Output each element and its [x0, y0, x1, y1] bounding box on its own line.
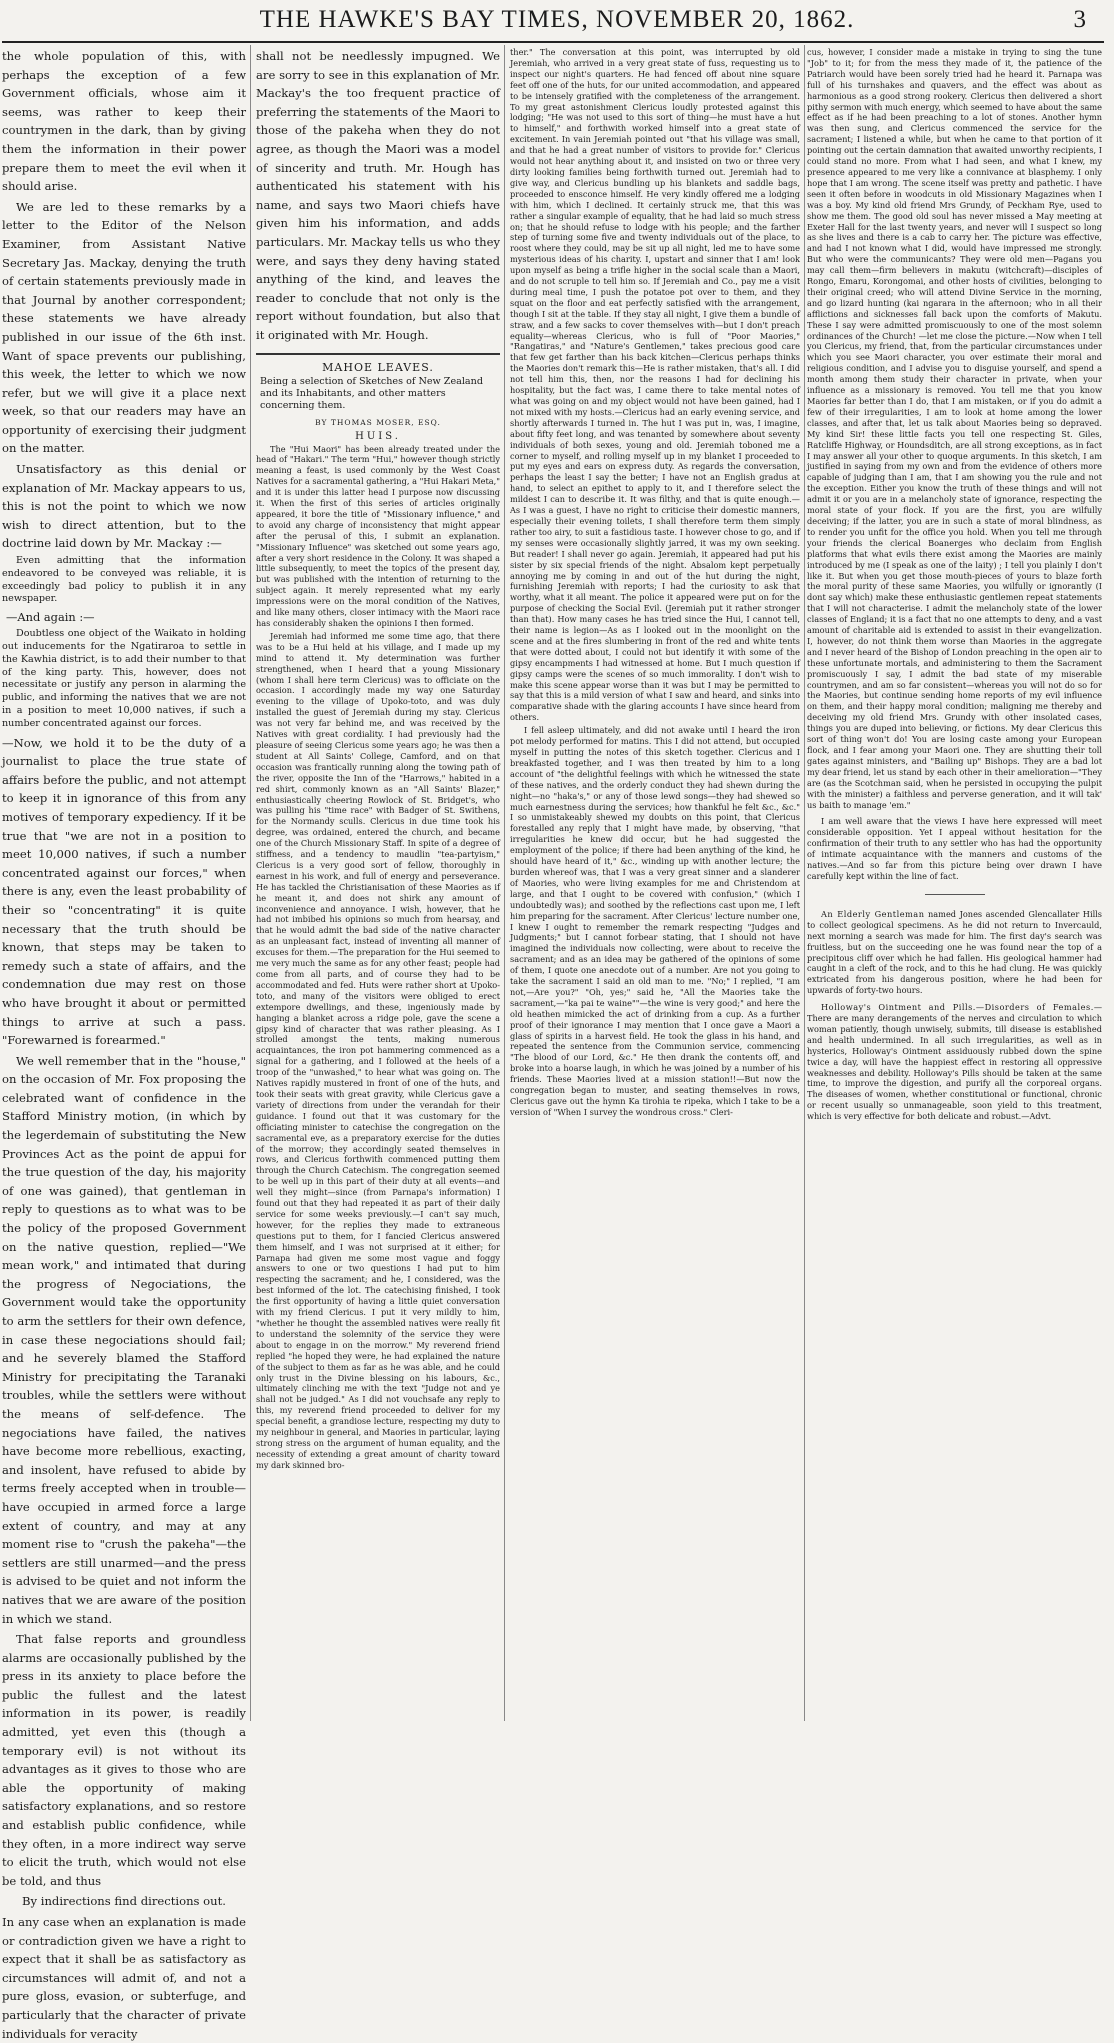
chapter-heading: HUIS.	[355, 430, 401, 442]
section-subtitle: Being a selection of Sketches of New Zealand and its Inhabitants, and other matters concerning them.	[260, 375, 483, 411]
column-4	[807, 47, 1102, 1719]
short-divider	[925, 894, 985, 895]
paragraph: We well remember that in the "house," on the occasion of Mr. Fox proposing the celebrated want of confidence in the Stafford Ministry motion, (in which by the legerdemain of substituting the New Provinces Act as the point de appui for the true question of the day, his majority of one was gained), that gentleman in reply to questions as to what was to be the policy of the proposed Government on the native question, replied—"We mean work," and intimated that during the progress of Negociations, the Government would take the opportunity to arm the settlers for their own defence, in case these negociations should fail; and he severely blamed the Stafford Ministry for precipitating the Taranaki troubles, while the settlers were without the means of self-defence. The negociations have failed, the natives have become more rebellious, exacting, and insolent, have refused to abide by terms freely accepted when in trouble—have occupied in armed force a large extent of country, and may at any moment rise to "crush the pakeha"—the settlers are still unarmed—and the press is advised to be quiet and not inform the natives that we are aware of the position in which we stand.	[2, 1053, 246, 1626]
column-divider	[504, 45, 505, 1721]
paragraph: the whole population of this, with perhaps the exception of a few Government officials, whose aim it seems, was rather to keep their countrymen in the dark, than by giving them the information in their power prepare them to meet the evil when it should arise.	[2, 49, 246, 194]
paragraph: That false reports and groundless alarms are occasionally published by the press in its anxiety to place before the public the fullest and the latest information in its power, is readily admitted, yet even this (though a temporary evil) is not without its advantages as it gives to those who are able the opportunity of making satisfactory explanations, and so restore and establish public confidence, while they often, in a more indirect way serve to elicit the truth, which would not else be told, and thus	[2, 1632, 246, 1888]
column-3	[510, 47, 800, 1719]
paragraph: Jeremiah had informed me some time ago, that there was to be a Hui held at his village, and I made up my mind to attend it. My determination was further strengthened, when I heard that a young Missionary (whom I shall here term Clericus) was to officiate on the occasion. I accordingly made my way one Saturday evening to the village of Upoko-toto, and was duly installed the guest of Jeremiah during my stay. Clericus was not very far behind me, and was received by the Natives with great cordiality. I had previously had the pleasure of seeing Clericus some years ago; he was then a student at All Saints' College, Camford, and on that occasion was frantically running along the towing path of the river, opposite the Inn of the "Harrows," habited in a red shirt, commonly known as an "All Saints' Blazer," enthusiastically cheering Rowlock of St. Bridget's, who was pulling his "time race" with Badger of St. Swithens, for the Normandy sculls. Clericus in due time took his degree, was ordained, entered the church, and became one of the Church Missionary Staff. In spite of a degree of stiffness, and a tendency to maudlin "tea-partyism," Clericus is a very good sort of fellow, thoroughly in earnest in his work, and full of energy and perseverance. He has tackled the Christianisation of these Maories as if he meant it, and does not shirk any amount of inconvenience and annoyance. I wish, however, that he had not imbibed his opinions so much from hearsay, and that he would admit the bad side of the native character as an unpleasant fact, instead of inventing all manner of excuses for them.—The preparation for the Hui seemed to me very much the same as for any other feast; people had come from all parts, and of course they had to be accommodated and fed. Huts were rather short at Upoko-toto, and many of the visitors were obliged to erect extempore dwellings, and these, ingeniously made by hanging a blanket across a ridge pole, gave the scene a gipsy kind of character that was rather pleasing. As I strolled amongst the tents, making numerous acquaintances, the iron pot hammering commenced as a signal for a gathering, and I followed at the heels of a troop of the "unwashed," to hear what was going on. The Natives rapidly mustered in front of one of the huts, and took their seats with great gravity, while Clericus gave a variety of directions from under the verandah for their guidance. I found out that it was customary for the officiating minister to catechise the congregation on the sacramental eve, as a preparatory exercise for the duties of the morrow; they accordingly seated themselves in rows, and Clericus forthwith commenced putting them through the Church Catechism. The congregation seemed to be well up in this part of their duty at all events—and well they might—since (from Parnapa's information) I found out that they had repeated it as part of their daily service for some weeks previously.—I can't say much, however, for the replies they made to extraneous questions put to them, for I fancied Clericus answered them himself, and I was not surprised at it either; for Parnapa had given me some most vague and foggy answers to one or two questions I had put to him respecting the sacrament; and he, I considered, was the best informed of the lot. The catechising finished, I took the first opportunity of having a little quiet conversation with my friend Clericus. I put it very mildly to him, "whether he thought the assembled natives were really fit to understand the solemnity of the service they were about to engage in on the morrow." My reverend friend replied "he hoped they were, he had explained the nature of the subject to them as far as he was able, and he could only trust in the Divine blessing on his labours, &c., ultimately clinching me with the text "Judge not and ye shall not be judged." As I did not vouchsafe any reply to this, my reverend friend proceeded to deliver for my special benefit, a grandiose lecture, respecting my duty to my neighbour in general, and Maories in particular, laying strong stress on the argument of human equality, and the necessity of extending a great amount of charity toward my dark skinned bro-	[256, 630, 500, 1470]
paragraph: I am well aware that the views I have here expressed will meet considerable opposition. Yet I appeal without hesitation for the confirmation of their truth to any settler who has had the opportunity of intimate acquaintance with the manners and customs of the natives.—And so far from this picture being over drawn I have carefully kept within the line of fact.	[807, 816, 1102, 881]
news-lead: An Elderly Gentleman	[821, 908, 925, 919]
paragraph: —Now, we hold it to be the duty of a journalist to place the true state of affairs before the public, and not attempt to keep it in ignorance of this from any motives of temporary expediency. If it be true that "we are not in a position to meet 10,000 natives, if such a number concentrated against our forces," when there is any, even the least probability of their so "concentrating" it is quite necessary that the truth should be known, that steps may be taken to remedy such a state of affairs, and the condemnation due may rest on those who have brought it about or permitted things to arrive at such a pass. "Forewarned is forearmed."	[2, 735, 246, 1048]
newspaper-title: THE HAWKE'S BAY TIMES, NOVEMBER 20, 1862.	[259, 6, 855, 33]
paragraph: cus, however, I consider made a mistake in trying to sing the tune "Job" to it; for from the mess they made of it, the patience of the Patriarch would have been sorely tried had he heard it. Parnapa was full of his turnshakes and quavers, and the effect was about as harmonious as a good strong rookery. Clericus then delivered a short pithy sermon with much energy, which seemed to have about the same effect as if he had been preaching to a lot of stones. Another hymn was then sung, and Clericus commenced the service for the sacrament; I listened a while, but when he came to that portion of it pointing out the certain damnation that awaited unworthy recipients, I could stand no more. From what I had seen, and what I knew, my presence appeared to me very like a connivance at blasphemy. I only hope that I am wrong. The scene itself was pretty and pathetic. I have seen it often before in woodcuts in old Missionary Magazines when I was a boy. My kind old friend Mrs Grundy, of Peckham Rye, used to show me them. The good old soul has never missed a May meeting at Exeter Hall for the last twenty years, and never will I suspect so long as she lives and there is a cab to carry her. The picture was effective, and had I not known what I did, would have impressed me strongly. But who were the communicants? They were old men—Pagans you may call them—firm believers in makutu (witchcraft)—disciples of Rongo, Emaru, Korongomai, and other hosts of civilities, belonging to their original creed; who will attend Divine Service in the morning, and go lizard hunting (kai ngarara in the afternoon; who in all their afflictions and sicknesses fall back upon the comforts of Makutu. These I say were admitted promiscuously to one of the most solemn ordinances of the Church! —let me close the picture.—Now when I tell you Clericus, my friend, that, from the particular circumstances under which you see Maori character, you over estimate their moral and religious condition, and I advise you to disguise yourself, and spend a month among them study their character in private, when your influence as a missionary is removed. You tell me that you know Maories far better than I do, that I am mistaken, or if you do admit a few of their irregularities, I am to look at home among the lower classes, and after that, let us talk about Maories being so depraved. My kind Sir! these little facts you tell one respecting St. Giles, Ratcliffe Highway, or Houndsditch, are all strong exceptions, as in fact I may answer all your other to quoque arguments. In this sketch, I am justified in saying from my own and from the evidence of others more capable of judging than I am, that I am showing you the rule and not the exception. Either you know the truth of these things and will not admit it or you are in a melancholy state of ignorance, respecting the moral state of your flock. If you are the first, you are wilfully deceiving; if the latter, you are in such a state of moral blindness, as to render you unfit for the office you hold. When you tell me through your friends the clerical Boanerges who declaim from English platforms that what evils there exist among the Maories are mainly introduced by me (I speak as one of the laity) ; I tell you plainly I don't like it. But when you get those mouth-pieces of yours to blaze forth the moral purity of these same Maories, you wilfully or ignorantly (I dont say which) make these enthusiastic gentlemen repeat statements that I will not characterise. I admit the melancholy state of the lower classes of England; it is a fact that no one attempts to deny, and a vast amount of charitable aid is extended to assist in their evangelization. I, however, do not think them worse than Maories in the aggregate and I never heard of the Bishop of London preaching in the open air to these unfortunate mortals, and administering to them the Sacrament promiscuously I say, I admit the bad state of my miserable countrymen, and am so far consistent—whereas you will not do so for the Maories, but continue sending home reports of my evil influence on them, and their happy moral condition; maligning me thereby and deceiving my old friend Mrs. Grundy with other insolated cases, things you are duped into believing, or fictions. My dear Clericus this sort of thing won't do! You are losing caste among your European flock, and I fear among your Maori one. They are shutting their toll gates against ministers, and "Bailing up" Bishops. They are a bad lot my dear friend, let us stand by each other in their amelioration—"They are (as the Scotchman said, when he persisted in occupying the pulpit with the minister) a faithless and perverse generation, and it will tak' us baith to manage 'em."	[807, 47, 1103, 810]
column-2	[256, 47, 500, 1719]
quoted-extract: Doubtless one object of the Waikato in holding out inducements for the Ngatiraroa to settle in the Kawhia district, is to add their number to that of the king party. This, however, does not necessitate or justify any person in alarming the public, and informing the natives that we are not in a position to meet 10,000 natives, if such a number concentrated against our forces.	[2, 628, 246, 729]
paragraph: ther." The conversation at this point, was interrupted by old Jeremiah, who arrived in a very great state of fuss, requesting us to inspect our night's quarters. He had fenced off about nine square feet off one of the huts, for our united accommodation, and appeared to be intensely gratified with the completeness of the arrangement. To my great astonishment Clericus loudly protested against this lodging; "He was not used to this sort of thing—he must have a hut to himself," and forthwith worked himself into a great state of excitement. In vain Jeremiah pointed out "that his village was small, and that he had a great number of visitors to provide for." Clericus would not hear anything about it, and insisted on two or three very dirty looking families being forthwith turned out. Jeremiah had to give way, and Clericus bundling up his blankets and saddle bags, proceeded to ensconce himself. He very kindly offered me a lodging with him, which I declined. It certainly struck me, that this was rather a singular example of equality, that he had laid so much stress on; that he should refuse to lodge with his people; and the farther step of turning some five and twenty individuals out of the place, to roost where they could, may be sit up all night, led me to have some mysterious ideas of his charity. I, upstart and sinner that I am! look upon myself as being a trifle higher in the social scale than a Maori, and do not scruple to tell him so. If Jeremiah and Co., pay me a visit during meal time, I push the potatoe pot over to them, and they squat on the floor and eat perfectly satisfied with the arrangement, though I sit at the table. If they stay all night, I give them a bundle of straw, and a few sacks to cover themselves with—but I don't preach equality—whereas Clericus, who is full of "Poor Maories," "Rangatiras," and "Nature's Gentlemen," takes precious good care that few get farther than his back kitchen—Clericus perhaps thinks the Maories don't remark this—He is rather mistaken, that's all. I did not tell him this, then, nor the reasons I had for declining his hospitality, but the fact was, I came there to take mental notes of what was going on and my object would not have been gained, had I not mixed with my hosts.—Clericus had an early evening service, and shortly afterwards I turned in. The hut I was put in, was, I imagine, about fifty feet long, and was tenanted by somewhere about seventy individuals of both sexes, young and old. Jeremiah toboned me a corner to myself, and rolling myself up in my blanket I proceeded to put my eyes and ears on express duty. As regards the conversation, perhaps the least I say the better; I have not an English gradus at hand, to select an epithet to apply to it, and I therefore select the mildest I can to describe it. It was filthy, and that is quite enough.—As I was a guest, I have no right to criticise their domestic manners, especially their evening toilets, I shall therefore term them simply rather too airy, to suit a fastidious taste. I however chose to go, and if my senses were occasionally slightly jarred, it was my own seeking. But reader! I shall never go again. Jeremiah, it appeared had put his sister by six special friends of the night. Absalom kept perpetually annoying me by coming in and out of the hut during the night, furnishing Jeremiah with reports; I had the curiosity to ask that worthy, what it all meant. The police it appeared were put on for the purpose of checking the Social Evil. (Jeremiah put it rather stronger than that). How many cases he has tried since the Hui, I cannot tell, their name is legion—As as I looked out in the moonlight on the scene and at the fires slumbering in front of the red and white tents that were dotted about, I could not but identify it with some of the gipsy encampments I had witnessed at home. But I much question if gipsy camps were the scenes of so much immorality. I don't wish to make this scene appear worse than it was but I may be permitted to say that this is a mild version of what I saw and heard, and sinks into comparative shade with the glaring accounts I have since heard from others.	[510, 47, 800, 723]
advert-lead: Holloway's Ointment and Pills.—Disorders of Females.	[821, 1002, 1094, 1013]
column-divider	[804, 45, 805, 1721]
section-title: MAHOE LEAVES.	[322, 360, 434, 374]
paragraph: —And again :—	[6, 610, 95, 625]
advert-body: —There are many derangements of the nerves and circulation to which woman patiently, though unwisely, submits, till disease is established and health undermined. In all such irregularities, as well as in hysterics, Holloway's Ointment assiduously rubbed down the spine twice a day, will have the happiest effect in restoring all oppressive weaknesses and debility. Holloway's Pills should be taken at the same time, to improve the digestion, and purify all the corporeal organs. The diseases of women, whether constitutional or functional, chronic or recent usually so unmanageable, soon yield to this treatment, which is very effective for both delicate and robust.—Advt.	[807, 1002, 1102, 1122]
paragraph: In any case when an explanation is made or contradiction given we have a right to expect that it shall be as satisfactory as circumstances will admit of, and not a pure gloss, evasion, or subterfuge, and particularly that the character of private individuals for veracity	[2, 1915, 246, 2041]
advertisement	[807, 1002, 1102, 1122]
news-body: named Jones ascended Glencallater Hills to collect geological specimens. As he did not return to Invercauld, next morning a search was made for him. The first day's search was fruitless, but on the succeeding one he was found near the top of a precipitous cliff over which he had fallen. His geological hammer had caught in a cleft of the rock, and to this he had clung. He was quickly extricated from his dangerous position, where he had been for upwards of forty-two hours.	[807, 908, 1103, 996]
page-number: 3	[1073, 6, 1086, 33]
paragraph: Unsatisfactory as this denial or explanation of Mr. Mackay appears to us, this is not the point to which we now wish to direct attention, but to the doctrine laid down by Mr. Mackay :—	[2, 462, 246, 551]
news-item	[807, 909, 1102, 996]
masthead-rule	[2, 41, 1104, 43]
column-divider	[250, 45, 251, 1721]
quoted-line: By indirections find directions out.	[22, 1894, 226, 1909]
column-1	[2, 47, 246, 2041]
quoted-extract: Even admitting that the information endeavored to be conveyed was reliable, it is exceedingly bad policy to publish it in any newspaper.	[2, 555, 246, 605]
byline: BY THOMAS MOSER, ESQ.	[315, 417, 441, 427]
paragraph: I fell asleep ultimately, and did not awake until I heard the iron pot melody performed for matins. This I did not attend, but occupied myself in putting the notes of this sketch together. Clericus and I breakfasted together, and I was then treated by him to a long account of "the delightful feelings with which he witnessed the state of these natives, and the orderly conduct they had shewn during the night—no "haka's," or any of those lewd songs—they had shewed so much earnestness during the services; how thankful he felt &c., &c." I so unmistakeably shewed my doubts on this point, that Clericus forestalled any reply that I might have made, by observing, "that irregularities he knew did occur, but he had suggested the employment of the police; if there had been anything of the kind, he should have heard of it," &c., winding up with another lecture; the burden whereof was, that I was a very great sinner and a slanderer of Maories, who were living examples for me and Christendom at large, and that I ought to be covered with confusion," (which I undoubtedly was); and soothed by the reflections cast upon me, I left him preparing for the sacrament. After Clericus' lecture number one, I knew I ought to remember the remark respecting "Judges and Judgments;" but I cannot forbear stating, that I should not have imagined the individuals now collecting, were about to receive the sacrament; and as an idea may be gathered of the opinions of some of them, I quote one anecdote out of a number. Are not you going to take the sacrament I said an old man to me. "No;" I replied, "I am not,—Are you?" "Oh, yes;" said he, "All the Maories take the sacrament,—"ka pai te waine""—the wine is very good;" and here the old heathen mimicked the act of drinking from a cup. As a further proof of their ignorance I may mention that I once gave a Maori a glass of spirits in a harvest field. He took the glass in his hand, and repeated the sentence from the Communion service, commencing "The blood of our Lord, &c." He then drank the contents off, and broke into a hoarse laugh, in which he was joined by a number of his friends. These Maories lived at a mission station!!—But now the congregation began to muster, and seating themselves in rows, Clericus gave out the hymn Ka tirohia te ripeka, which I take to be a version of "When I survey the wondrous cross." Cleri-	[510, 725, 800, 1117]
paragraph: We are led to these remarks by a letter to the Editor of the Nelson Examiner, from Assistant Native Secretary Jas. Mackay, denying the truth of certain statements previously made in that Journal by another correspondent; these statements we have already published in our issue of the 6th inst. Want of space prevents our publishing, this week, the letter to which we now refer, but we will give it a place next week, so that our readers may have an opportunity of exercising their judgment on the matter.	[2, 199, 246, 456]
masthead	[0, 0, 1114, 42]
paragraph: shall not be needlessly impugned. We are sorry to see in this explanation of Mr. Mackay's the too frequent practice of preferring the statements of the Maori to those of the pakeha when they do not agree, as though the Maori was a model of sincerity and truth. Mr. Hough has authenticated his statement with his name, and says two Maori chiefs have given him his information, and adds particulars. Mr. Mackay tells us who they were, and says they deny having stated anything of the kind, and leaves the reader to conclude that not only is the report without foundation, but also that it originated with Mr. Hough.	[256, 49, 500, 342]
paragraph: The "Hui Maori" has been already treated under the head of "Hakari." The term "Hui," however though strictly meaning a feast, is used commonly by the West Coast Natives for a sacramental gathering, a "Hui Hakari Meta," and it is under this latter head I purpose now discussing it. When the first of this series of articles originally appeared, it bore the title of "Missionary influence," and to avoid any charge of inconsistency that might appear after the perusal of this, I submit an explanation. "Missionary Influence" was sketched out some years ago, after a very short residence in the Colony. It was shaped a little subsequently, to meet the topics of the present day, but was published with the intention of returning to the subject again. It merely represented what my early impressions were on the moral condition of the Natives, and like many others, closer intimacy with the Maori race has considerably shaken the opinions I then formed.	[256, 443, 500, 628]
section-rule	[256, 353, 500, 355]
